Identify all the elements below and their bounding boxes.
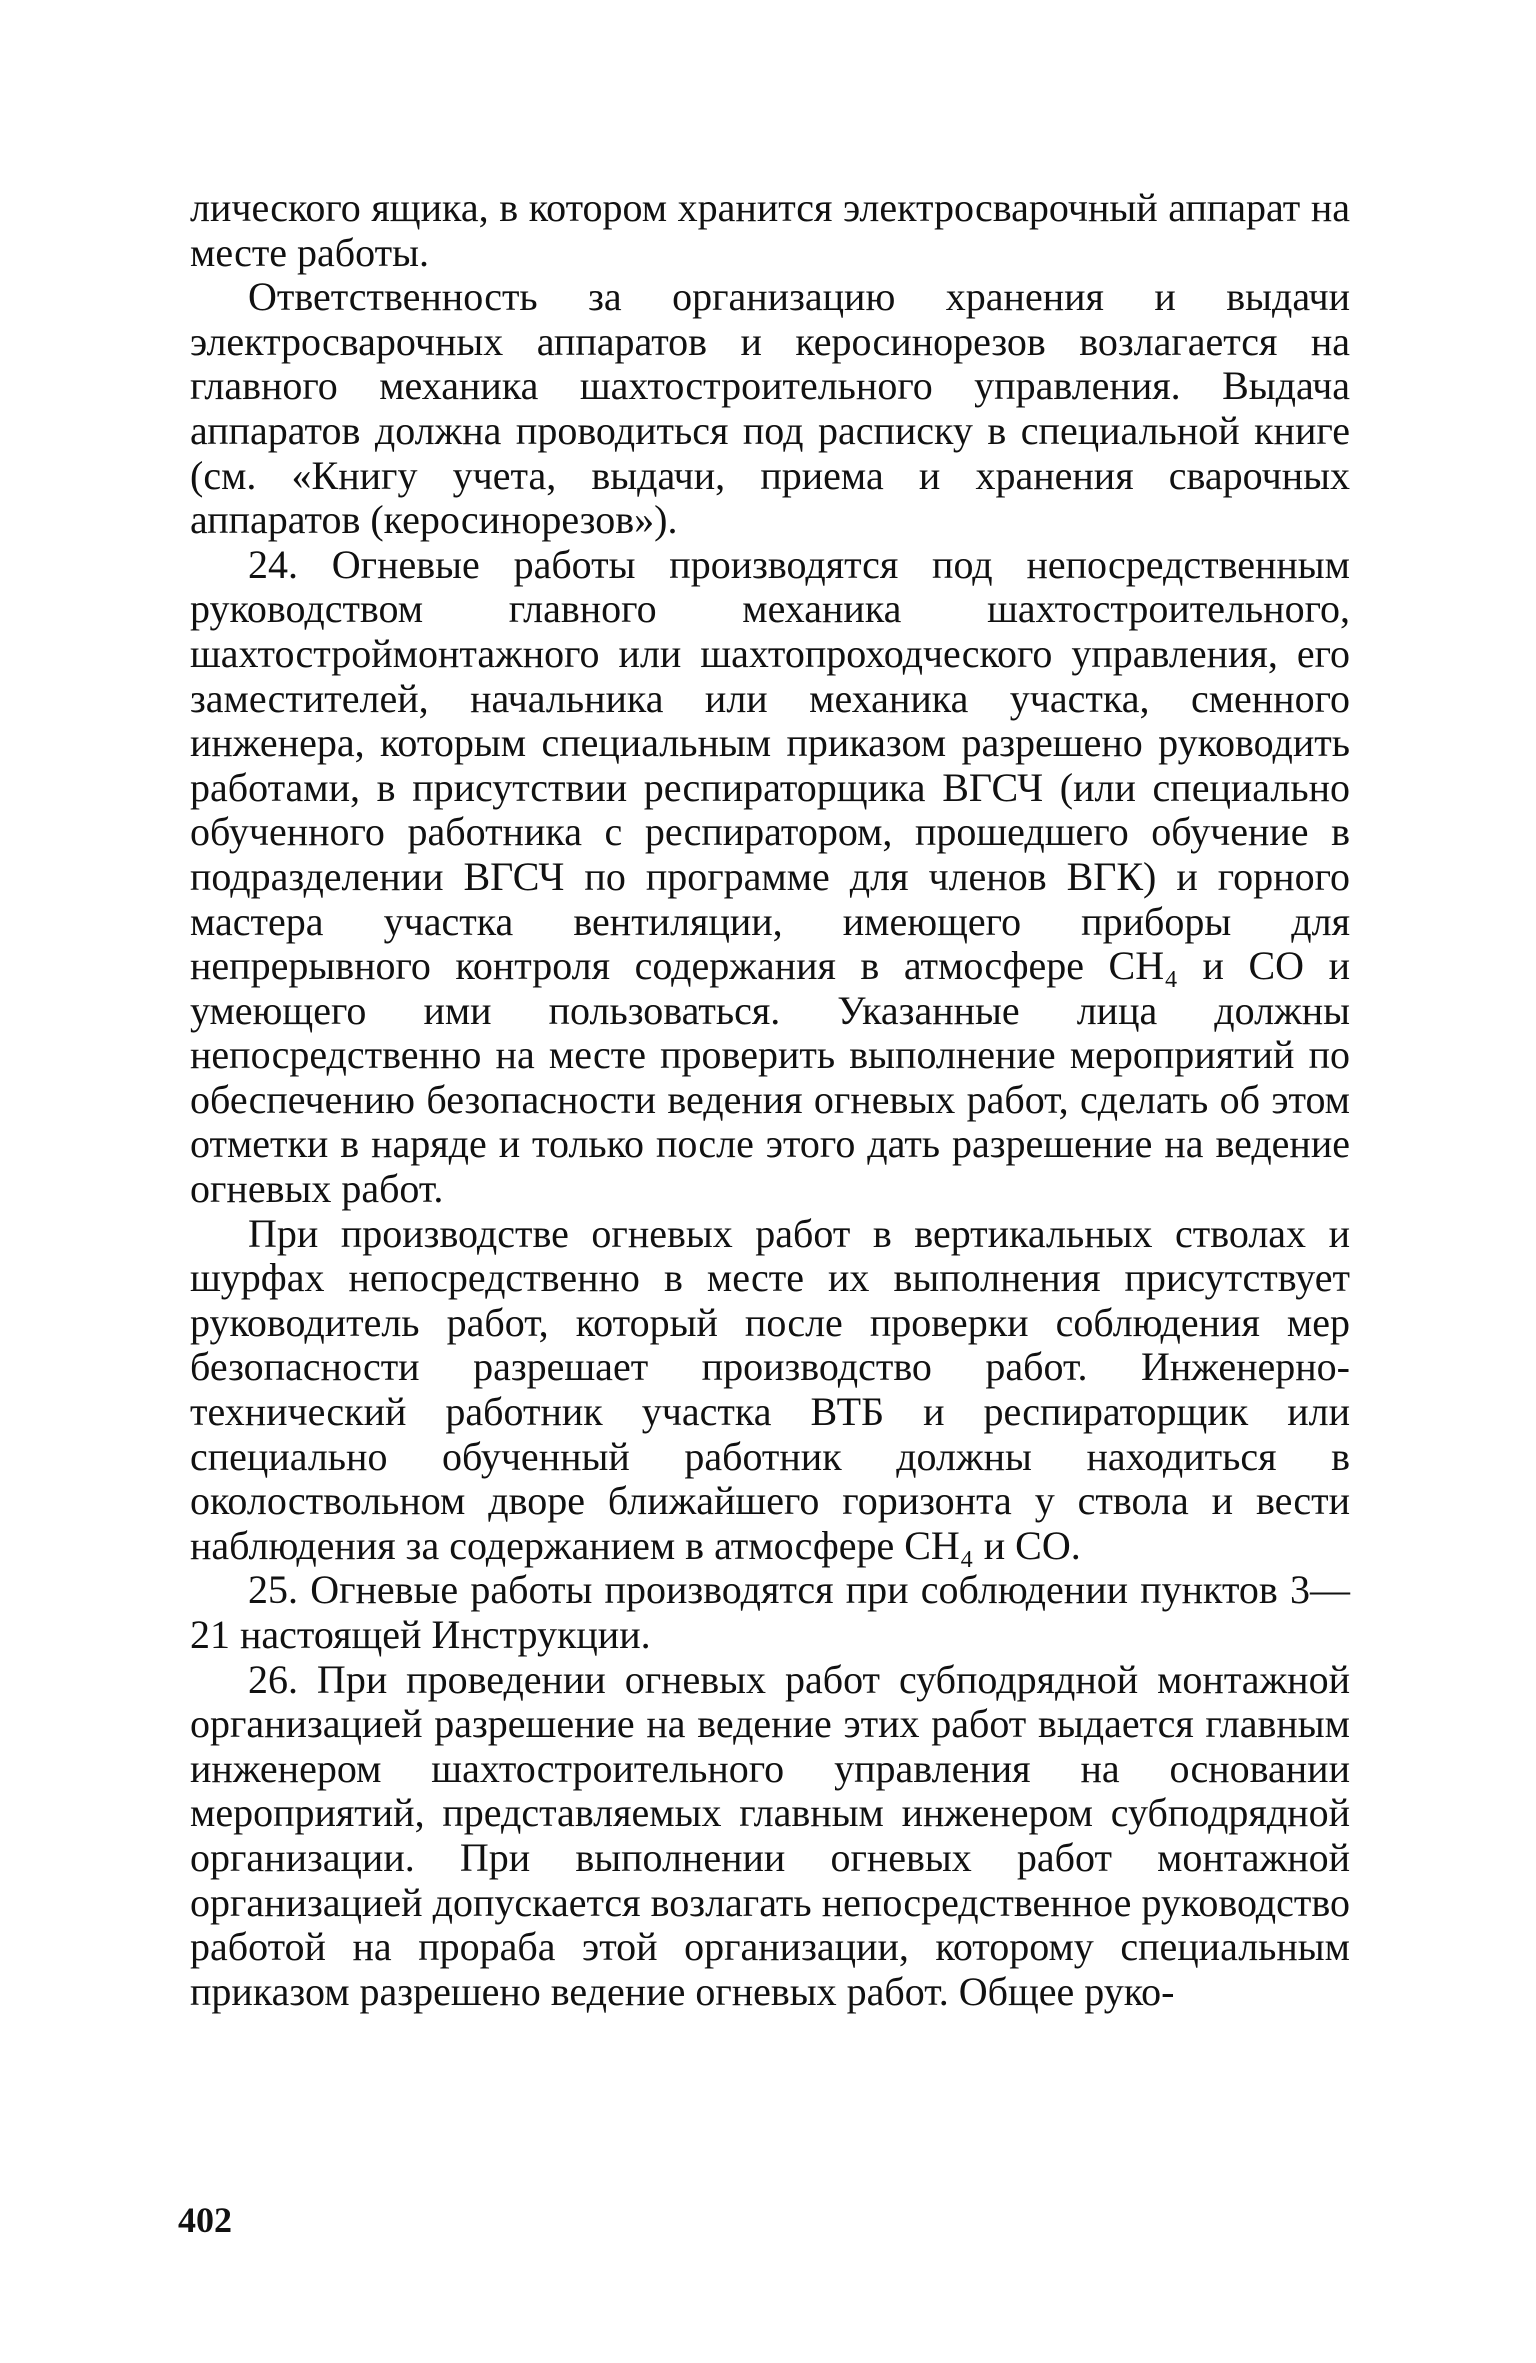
paragraph-continuation: лического ящика, в котором хранится электросварочный аппарат на месте работы. (190, 185, 1350, 275)
paragraph-vertical-shafts: При производстве огневых работ в вертикальных стволах и шурфах непосредственно в месте их выполнения присутствует руководитель работ, который после проверки соблюдения мер безопасности разрешает производство работ. Инженерно-технический работник участка ВТБ и респираторщик или специально обученный работник должны находиться в околоствольном дворе ближайшего горизонта у ствола и вести наблюдения за содержанием в атмосфере CH₄ и CO. (190, 1210, 1350, 1568)
paragraph-responsibility: Ответственность за организацию хранения и выдачи электросварочных аппаратов и керосинорезов возлагается на главного механика шахтостроительного управления. Выдача аппаратов должна проводиться под расписку в специальной книге (см. «Книгу учета, выдачи, приема и хранения сварочных аппаратов (керосинорезов»). (190, 274, 1350, 543)
paragraph-item-26: 26. При проведении огневых работ субподрядной монтажной организацией разрешение на ведение этих работ выдается главным инженером шахтостроительного управления на основании мероприятий, представляемых главным инженером субподрядной организации. При выполнении огневых работ монтажной организацией допускается возлагать непосредственное руководство работой на прораба этой организации, которому специальным приказом разрешено ведение огневых работ. Общее руко- (190, 1656, 1350, 2014)
paragraph-item-25: 25. Огневые работы производятся при соблюдении пунктов 3—21 настоящей Инструкции. (190, 1567, 1350, 1657)
paragraph-item-24: 24. Огневые работы производятся под непосредственным руководством главного механика шахтостроительного, шахтостроймонтажного или шахтопроходческого управления, его заместителей, начальника или механика участка, сменного инженера, которым специальным приказом разрешено руководить работами, в присутствии респираторщика ВГСЧ (или специально обученного работника с респиратором, прошедшего обучение в подразделении ВГСЧ по программе для членов ВГК) и горного мастера участка вентиляции, имеющего приборы для непрерывного контроля содержания в атмосфере CH₄ и CO и умеющего ими пользоваться. Указанные лица должны непосредственно на месте проверить выполнение мероприятий по обеспечению безопасности ведения огневых работ, сделать об этом отметки в наряде и только после этого дать разрешение на ведение огневых работ. (190, 541, 1350, 1212)
page-number: 402 (178, 2200, 232, 2240)
page-text (190, 186, 1350, 2014)
